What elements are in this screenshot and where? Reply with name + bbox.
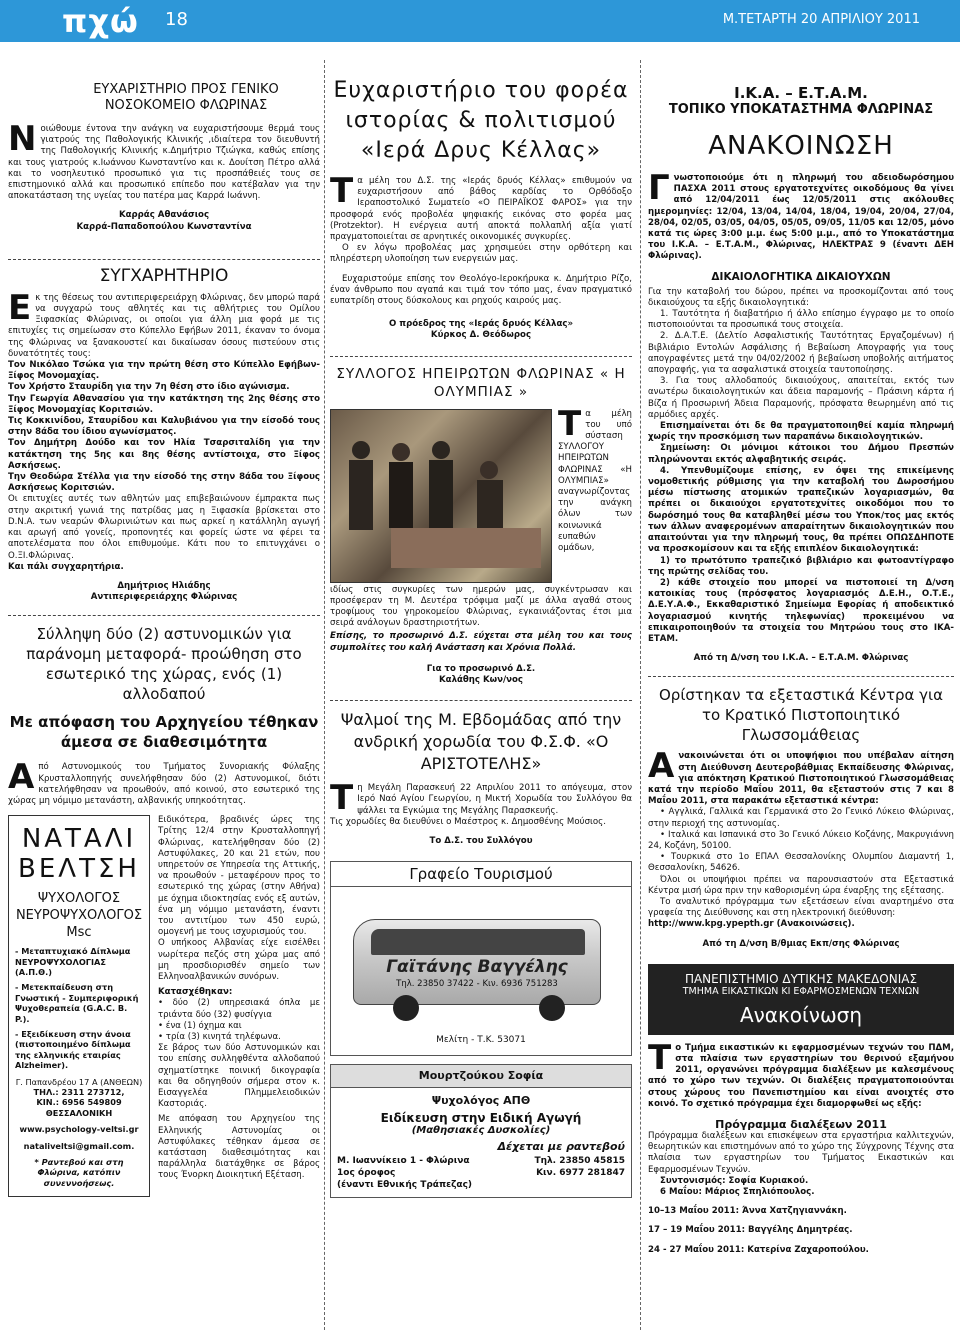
- olympias-side: [558, 403, 632, 555]
- drys-paragraph: Ο εν λόγω προβολέας μας χρησιμεύει στην ορθότερη και πληρέστερη υλοποίηση των ενεργειών μας.: [330, 243, 632, 265]
- congrats-close: Και πάλι συγχαρητήρια.: [8, 561, 124, 572]
- ad-name-first: ΝΑΤΑΛΙ: [21, 824, 137, 855]
- drys-text: α μέλη του Δ.Σ. της «Ιεράς δρυός Κέλλας» επιθυμούν να ευχαριστήσουν από βάθος καρδίας το Ορθόδοξο Ιεραποστολικό Σωματείο «Ο ΠΕΙΡΑΪΚΟΣ ΦΑΡΟΣ» για την προσφορά ενός προβολέα ψηφιακής εικόνας στο φορέα μας (Protzektor). Η ενέργεια αυτή αποκτά πολλαπλή αξία γιατί πραγματοποιείται σε αρνητικές οικονομικές συγκυρίες.: [330, 176, 632, 243]
- address-line: (έναντι Εθνικής Τράπεζας): [337, 1180, 473, 1191]
- uni-lecture: 17 – 19 Μαΐου 2011: Βαγγέλης Δημητρέας.: [648, 1225, 853, 1236]
- dropcap: Α: [8, 757, 35, 798]
- olympias-body: ιδίως στις συγκυρίες των ημερών μας, συγκέντρωσαν και προσέφεραν τη Μ. Δευτέρα τρόφιμα μαζί με άλλα αγαθά στους τροφίμους του γηροκομείου Φλώρινας, εγκαινιάζοντας έτσι μια σειρά ανάλογων δραστηριοτήτων.: [330, 584, 632, 629]
- travel-ad-phone: Τηλ. 23850 37422 - Κιν. 6936 751283: [396, 979, 558, 990]
- centers-item: • Τουρκικά στο 1ο ΕΠΑΛ Θεσσαλονίκης Ολυμπίου Διαμαντή 1, Θεσσαλονίκη, 54626.: [648, 852, 954, 874]
- ad-email[interactable]: nataliveltsi@gmail.com.: [23, 1140, 135, 1151]
- dropcap: Τ: [648, 1037, 672, 1078]
- uni-lecture: 24 - 27 Μαΐου 2011: Κατερίνα Ζαχαροπούλου.: [648, 1244, 869, 1255]
- arrest-body: [158, 815, 320, 1182]
- uni-lead-text: ο Τμήμα εικαστικών κι εφαρμοσμένων τεχνών του ΠΔΜ, στα πλαίσια των εργαστηρίων του θερινού εξαμήνου 2011, οργανώνει πρόγραμμα διαλέξεων με καλεσμένους από το χώρο των τεχνών. Οι διαλέξεις πραγματοποιούνται στους χώρους του Πανεπιστημίου και είναι ανοιχτές στο κοινό. Το σχετικό πρόγραμμα έχει διαμορφωθεί ως εξής:: [648, 1042, 954, 1109]
- arrest-lead-text: πό Αστυνομικούς του Τμήματος Συνοριακής Φύλαξης Κρυσταλλοπηγής συνελήφθησαν δύο (2) Αστυνομικοί, διότι κατελήφθησαν να προωθούν, από κοινού, στο εσωτερικό της χώρας μη νόμιμο μετανάστη, αλβανικής υπηκοότητας.: [8, 762, 320, 806]
- ad-note: * Ραντεβού και στη Φλώρινα, κατόπιν συνεννοήσεως.: [34, 1157, 124, 1188]
- phone-line: Τηλ. 23850 45815: [534, 1156, 625, 1167]
- psych-ad-role: Ψυχολόγος ΑΠΘ: [431, 1094, 531, 1108]
- congrats-outro: Οι επιτυχίες αυτές των αθλητών μας επιβεβαιώνουν έμπρακτα πως στην ακριτική γωνιά της πατρίδας μας η Ξιφασκία βρίσκεται στο D.N.A. των νεαρών Φλωρινιώτων και πως αρκεί η κατάλληλη αγωγή και αρωγή από γονείς, προπονητές και φορείς ώστε να φέρει τα αποτελέσματα που όλοι επιθυμούμε. Κάτι που το επιτυγχάνει ο Ο.ΞΙ.Φλώρινας.: [8, 494, 320, 561]
- ika-doc-item: 2. Δ.Α.Τ.Ε. (Δελτίο Ασφαλιστικής Ταυτότητας Εργαζομένων) ή Βιβλιάριο Εντολών Ασφάλισης ή Βεβαίωση Απογραφής για τους απογραφέντες μετά την 04/02/2002 ή βεβαίωση υποβολής αιτήματος απογραφής, για τα ασφαλιστικά στοιχεία ταυτοποίησης.: [648, 331, 954, 376]
- arrest-paragraph: Ο υπήκοος Αλβανίας είχε εισέλθει νωρίτερα πεζός στη χώρα μας από μη προσδιορισθέν σημείο των Ελληνοαλβανικών συνόρων.: [158, 938, 320, 982]
- psych-ad-appointment: Δέχεται με ραντεβού: [497, 1140, 625, 1154]
- congrats-item: Τις Κοκκινίδου, Σταυρίδου και Καλυβιάνου για την είσοδό τους στην 8άδα του ίδιου αγωνίσματος.: [8, 416, 320, 438]
- drys-signature-2: Κύρκος Δ. Θεόδωρος: [430, 330, 532, 341]
- thanks-signature-2: Καρρά-Παπαδοπούλου Κωνσταντίνα: [76, 221, 252, 232]
- psych-ad-spec-2: (Μαθησιακές Δυσκολίες): [411, 1125, 551, 1137]
- arrest-lead: [8, 757, 320, 807]
- ad-role-1: ΨΥΧΟΛΟΓΟΣ: [37, 891, 121, 907]
- thanks-text: οιώθουμε έντονα την ανάγκη να ευχαριστήσουμε θερμά τους γιατρούς της Παθολογικής Κλινικής ,ιδιαίτερα τον διευθυντή της Παθολογικής Κλινικής κ.Δημήτριο Τζιώγκα, καθώς επίσης και τους γιατρούς κ.Ιωάννου Κωνσταντίνο και κ. Δουίτση Πέτρο αλλά και το νοσηλευτικό προσωπικό για τις προσπάθειές τους σε επιστημονικό αλλά και προσωπικό επίπεδο που κατέβαλαν για την αποκατάσταση της υγείας του πατέρα μας Καρρά Ιωάννη.: [8, 124, 320, 202]
- column-right: [648, 60, 954, 1330]
- arrest-paragraph: Ειδικότερα, βραδινές ώρες της Τρίτης 12/4 στην Κρυσταλλοπηγή Φλώρινας, κατελήφθησαν δύο (2) Αστυφύλακες, 20 και 21 ετών, που υπηρετούν σε Υπηρεσία της Αττικής, να προωθούν - μεταφέρουν προς το εσωτερικό της χώρας (στην Αθήνα) με όχημα ιδιοκτησίας ενός εξ αυτών, ένα μη νόμιμο μετανάστη, έναντι του αντιτίμου των 450 ευρώ, ομογενή με τους ισχυρισμούς του.: [158, 815, 320, 938]
- bus-illustration: [331, 887, 631, 1055]
- wheel-icon: [393, 995, 419, 1021]
- ika-docs-title: ΔΙΚΑΙΟΛΟΓΗΤΙΚΑ ΔΙΚΑΙΟΥΧΩΝ: [711, 270, 891, 283]
- uni-lead: [648, 1037, 954, 1110]
- olympias-side-text: α μέλη του υπό σύσταση ΣΥΛΛΟΓΟΥ ΗΠΕΙΡΩΤΩΝ ΦΛΩΡΙΝΑΣ «Η ΟΛΥΜΠΙΑΣ» αναγνωρίζοντας την ανάγκη όλων των κοινωνικά ευπαθών ομάδων,: [558, 408, 632, 554]
- thanks-signature-1: Καρράς Αθανάσιος: [118, 210, 210, 221]
- ika-extra-item: 1) το πρωτότυπο τραπεζικό βιβλιάριο και φωτοαντίγραφο της πρώτης σελίδας του.: [648, 555, 954, 577]
- centers-paragraph: Όλοι οι υποψήφιοι πρέπει να παρουσιαστούν στα Εξεταστικά Κέντρα μισή ώρα πριν την καθορισμένη ώρα έναρξης της εξέτασης.: [648, 874, 954, 896]
- olympias-wish: Επίσης, το προσωρινό Δ.Σ. εύχεται στα μέλη του και τους συμπολίτες του καλή Ανάσταση και Χρόνια Πολλά.: [330, 631, 632, 653]
- congrats-item: Τον Νικόλαο Τσώκα για την πρώτη θέση στο Κύπελλο Εφήβων-Ξίφος Μονομαχίας.: [8, 360, 320, 382]
- olympias-title: ΣΥΛΛΟΓΟΣ ΗΠΕΙΡΩΤΩΝ ΦΛΩΡΙΝΑΣ « Η ΟΛΥΜΠΙΑΣ »: [336, 365, 626, 400]
- psalms-body: [330, 778, 632, 819]
- ika-org: Ι.Κ.Α. – Ε.Τ.Α.Μ.: [734, 84, 868, 102]
- psych-ad-contact: [534, 1155, 625, 1191]
- ad-phone: ΤΗΛ.: 2311 273712,: [33, 1087, 125, 1097]
- ad-item: - Μετεκπαίδευση στη Γνωστική - Συμπεριφορική Ψυχοθεραπεία (G.A.C. B. P.).: [15, 982, 139, 1024]
- psalms-title: Ψαλμοί της Μ. Εβδομάδας από την ανδρική χορωδία του Φ.Σ.Φ. «Ο ΑΡΙΣΤΟΤΕΛΗΣ»: [340, 710, 622, 774]
- ika-note: 4. Υπενθυμίζουμε επίσης, εν όψει της επικείμενης νομοθετικής ρύθμισης για την καταβολή του Δωροσήμου μέσω πίστωσης ατομικών τραπεζικών λογαριασμών, θα πρέπει οι δικαιούχοι εργατοτεχνίτες οικοδόμοι που το δωρόσημό τους θα καταβληθεί μέσω του Υποκ/τος μας εκτός των άλλων αναφερομένων απαραίτητων δικαιολογητικών που απαιτούνται για την πληρωμή τους, θα πρέπει ΟΠΩΣΔΗΠΟΤΕ να προσκομίσουν και τα εξής επιπλέον δικαιολογητικά:: [648, 465, 954, 555]
- centers-lead: [648, 746, 954, 807]
- address-line: Μ. Ιωαννίκειο 1 - Φλώρινα: [337, 1156, 470, 1167]
- congrats-text: κ της θέσεως του αντιπεριφερειάρχη Φλώρινας, δεν μπορώ παρά να συγχαρώ τους αθλητές και τις αθλήτριες του Ομίλου Ξιφασκίας Φλώρινας, οι οποίοι για άλλη μια φορά με τις επιτυχίες τις σημείωσαν στο Κύπελλο Εφήβων 2011, έκαναν το όνομα της Φλώρινας να ξανακουστεί και δικαίωσαν όσους πιστεύουν στις δυνατότητές τους:: [8, 292, 320, 359]
- divider: [648, 676, 954, 677]
- ad-item: - Μεταπτυχιακό Δίπλωμα ΝΕΥΡΟΨΥΧΟΛΟΓΙΑΣ (Α.Π.Θ.): [15, 946, 131, 977]
- ika-lead: [648, 168, 954, 263]
- column-divider: [324, 60, 325, 1330]
- ad-name-last: ΒΕΛΤΣΗ: [18, 854, 140, 885]
- congrats-title: ΣΥΓΧΑΡΗΤΗΡΙΟ: [99, 265, 229, 286]
- ika-note: Σημείωση: Οι μόνιμοι κάτοικοι του Δήμου Πρεσπών πληρώνονται εκτός αλφαβητικής σειράς.: [648, 443, 954, 465]
- ika-title: ΑΝΑΚΟΙΝΩΣΗ: [708, 131, 894, 161]
- ad-and-article: [8, 815, 320, 1285]
- uni-coordinator: Συντονισμός: Σοφία Κυριακού.: [660, 1175, 809, 1186]
- congrats-signature-1: Δημήτριος Ηλιάδης: [117, 580, 211, 591]
- congrats-item: Την Θεοδώρα Στέλλα για την είσοδό της στην 8άδα του Ξίφους Ασκήσεως Κοριτσιών.: [8, 472, 320, 494]
- page-header: [0, 0, 960, 42]
- ika-doc-item: 3. Για τους αλλοδαπούς δικαιούχους, απαιτείται, εκτός των ανωτέρω δικαιολογητικών και άδεια παραμονής – Πράσινη κάρτα ή Βίζα ή Προσωρινή Άδεια Παραμονής, πρόσφατα θεωρημένη από τις αρμόδιες αρχές.: [648, 376, 954, 420]
- dropcap: Τ: [330, 171, 354, 211]
- congrats-signature-2: Αντιπεριφερειάρχης Φλώρινας: [90, 592, 238, 603]
- psych-ad-name: Μουρτζούκου Σοφία: [331, 1065, 631, 1088]
- uni-title: Ανακοίνωση: [739, 1002, 863, 1027]
- psalms-text: η Μεγάλη Παρασκευή 22 Απριλίου 2011 το απόγευμα, στον Ιερό Ναό Αγίου Γεωργίου, η Μικτή Χορωδία του Συλλόγου θα ψάλλει τα Εγκώμια της Μεγάλης Παρασκευής.: [357, 783, 632, 816]
- centers-url[interactable]: http://www.kpg.ypepth.gr (Ανακοινώσεις).: [648, 919, 855, 930]
- university-box: [648, 964, 954, 1035]
- psychologist-ad: [8, 815, 150, 1197]
- travel-ad-name: Γαϊτάνης Βαγγέλης: [386, 957, 568, 978]
- dropcap: Τ: [558, 403, 582, 444]
- seized-item: • δύο (2) υπηρεσιακά όπλα με τριάντα δύο (32) φυσίγγια: [158, 998, 320, 1020]
- centers-paragraph: Το αναλυτικό πρόγραμμα των εξετάσεων είναι αναρτημένο στα γραφεία της Διεύθυνσης και στη ηλεκτρονική διεύθυνση:: [648, 896, 954, 919]
- centers-lead-text: νακοινώνεται ότι οι υποψήφιοι που υπέβαλαν αίτηση στη Διεύθυνση Δευτεροβάθμιας Εκπαίδευσης Φλώρινας, για απόκτηση Κρατικού Πιστοποιητικού Γλωσσομάθειας κατά την περίοδο Μαΐου 2011, θα εξεταστούν στις 7 και 8 Μαΐου 2011, στα παρακάτω εξεταστικά κέντρα:: [648, 751, 954, 807]
- newspaper-logo: πχώ: [62, 2, 139, 40]
- uni-lecture: 10–13 Μαΐου 2011: Άννα Χατζηγιαννάκη.: [648, 1206, 847, 1217]
- congrats-item: Την Γεωργία Αθανασίου για την κατάκτηση της 2ης θέσης στο Ξίφος Μονομαχίας Κοριτσιών.: [8, 393, 320, 415]
- uni-programme-intro: Πρόγραμμα διαλέξεων και επισκέψεων στα εργαστήρια καλλιτεχνών, θεωρητικών και επιστημόνων από το χώρο της Σύγχρονης Τέχνης στα πλαίσια των εργαστηρίων του Τμήματος Εικαστικών και Εφαρμοσμένων Τεχνών.: [648, 1131, 954, 1175]
- arrest-subtitle: Με απόφαση του Αρχηγείου τέθηκαν άμεσα σε διαθεσιμότητα: [9, 713, 319, 752]
- ika-branch: ΤΟΠΙΚΟ ΥΠΟΚΑΤΑΣΤΗΜΑ ΦΛΩΡΙΝΑΣ: [668, 102, 934, 117]
- seized-title: Κατασχέθηκαν:: [158, 987, 233, 998]
- psalms-body-2: Τις χορωδίες θα διευθύνει ο Μαέστρος κ. Δημοσθένης Μούσιος.: [330, 816, 606, 827]
- travel-agency-ad: [330, 861, 632, 1056]
- congrats-item: Τον Δημήτρη Δούδο και τον Ηλία Τσαρσιταλίδη για την κατάκτηση της 5ης και 8ης θέσης αντίστοιχα, στο Ξίφος Ασκήσεως.: [8, 438, 320, 471]
- address-line: 1ος όροφος: [337, 1168, 396, 1179]
- psych-ad-address: [337, 1155, 472, 1191]
- divider: [8, 615, 320, 616]
- centers-title: Ορίστηκαν τα εξεταστικά Κέντρα για το Κρατικό Πιστοποιητικό Γλωσσομάθειας: [659, 686, 943, 745]
- uni-programme-title: Πρόγραμμα διαλέξεων 2011: [715, 1118, 887, 1131]
- ika-docs-intro: Για την καταβολή του δώρου, πρέπει να προσκομίζονται από τους δικαιούχους τα εξής δικαιολογητικά:: [648, 286, 954, 308]
- centers-item: • Ιταλικά και Ισπανικά στο 3ο Γενικό Λύκειο Κοζάνης, Μακρυγιάννη 24, Κοζάνη, 50100.: [648, 829, 954, 851]
- page-number: 18: [165, 9, 188, 30]
- ika-signature: Από τη Δ/νση του Ι.Κ.Α. – Ε.Τ.Α.Μ. Φλώρινας: [693, 653, 909, 664]
- psych-ad-spec: Ειδίκευση στην Ειδική Αγωγή: [380, 1111, 582, 1126]
- centers-signature: Από τη Δ/νση Β/θμιας Εκπ/σης Φλώρινας: [702, 938, 900, 949]
- uni-name: ΠΑΝΕΠΙΣΤΗΜΙΟ ΔΥΤΙΚΗΣ ΜΑΚΕΔΟΝΙΑΣ: [684, 971, 918, 986]
- thanks-article: [8, 82, 320, 114]
- wheel-icon: [539, 995, 565, 1021]
- drys-signature-1: Ο πρόεδρος της «Ιεράς δρυός Κέλλας»: [388, 319, 574, 330]
- congrats-body: [8, 287, 320, 360]
- divider: [330, 356, 632, 357]
- drys-body: [330, 171, 632, 243]
- congrats-item: Τον Χρήστο Σταυρίδη για την 7η θέση στο ίδιο αγώνισμα.: [8, 382, 290, 393]
- olympias-signature-1: Για το προσωρινό Δ.Σ.: [426, 663, 536, 674]
- ad-degree: Msc: [66, 925, 92, 941]
- seized-item: • ένα (1) όχημα και: [158, 1020, 242, 1031]
- drys-title: Ευχαριστήριο του φορέα ιστορίας & πολιτισμού «Ιερά Δρυς Κέλλας»: [333, 78, 629, 163]
- travel-ad-address: Μελίτη - Τ.Κ. 53071: [436, 1035, 526, 1046]
- group-photo-icon: [331, 410, 553, 584]
- psalms-signature: Το Δ.Σ. του Συλλόγου: [429, 836, 533, 847]
- arrest-paragraph: Με απόφαση του Αρχηγείου της Ελληνικής Αστυνομίας οι Αστυφύλακες τέθηκαν άμεσα σε κατάσταση διαθεσιμότητας και παράλληλα διατάχθηκε σε βάρος τους Ένορκη Διοικητική Εξέταση.: [158, 1114, 320, 1181]
- mobile-line: Κιν. 6977 281847: [536, 1168, 625, 1179]
- travel-ad-title: Γραφείο Τουρισμού: [331, 862, 631, 887]
- column-divider: [640, 60, 641, 1330]
- ika-lead-text: νωστοποιούμε ότι η πληρωμή του αδειοδωρόσημου ΠΑΣΧΑ 2011 στους εργατοτεχνίτες οικοδόμους θα γίνει από 12/04/2011 έως 12/05/2011 στις ακόλουθες ημερομηνίες: 12/04, 13/04, 14/04, 18/04, 19/04, 20/04, 27/04, 28/04, 02/05, 03/05, 04/05, 05/05, 09/05, 11/05 και 12/05, μόνο κατά τις ώρες 3:00 μ.μ. έως 5:00 μ.μ., από το Υποκατάστημα του Ι.Κ.Α. – Ε.Τ.Α.Μ., Φλώρινας, ΗΛΕΚΤΡΑΣ 9 (έναντι ΔΕΗ Φλώρινας).: [648, 173, 954, 262]
- ad-role-2: ΝΕΥΡΟΨΥΧΟΛΟΓΟΣ: [15, 908, 143, 924]
- ad-address: Γ. Παπανδρέου 17 Α (ΑΝΘΕΩΝ): [15, 1076, 143, 1087]
- dropcap: Τ: [330, 778, 354, 819]
- dropcap: Ε: [8, 287, 32, 328]
- dropcap: Α: [648, 746, 675, 787]
- thanks-body: [8, 119, 320, 202]
- centers-item: • Αγγλικά, Γαλλικά και Γερμανικά στο 2ο Γενικό Λύκειο Φλώρινας, στην περιοχή της αστυνομίας.: [648, 807, 954, 829]
- ika-doc-item: 1. Ταυτότητα ή διαβατήριο ή άλλο επίσημο έγγραφο με το οποίο πιστοποιούνται τα προσωπικά τους στοιχεία.: [648, 309, 954, 331]
- ad-city: ΘΕΣΣΑΛΟΝΙΚΗ: [45, 1107, 113, 1118]
- seized-item: • τρία (3) κινητά τηλέφωνα.: [158, 1031, 281, 1042]
- issue-date: Μ.ΤΕΤΑΡΤΗ 20 ΑΠΡΙΛΙΟΥ 2011: [722, 12, 920, 27]
- arrest-paragraph: Σε βάρος των δύο Αστυνομικών και του επίσης συλληφθέντα αλλοδαπού σχηματίστηκε ποινική δικογραφία και θα οδηγηθούν σήμερα στον κ. Εισαγγελέα Πλημμελειοδικών Καστοριάς.: [158, 1043, 320, 1110]
- ika-extra-item: 2) κάθε στοιχείο που μπορεί να πιστοποιεί τη Δ/νση κατοικίας τους (πρόσφατος λογαριασμός Δ.Ε.Η., Ο.Τ.Ε., Δ.Ε.Υ.Α.Φ., Εκκαθαριστικό Σημείωμα Εφορίας ή αποδεικτικό λογαριασμού κινητής τηλεφωνίας) προκειμένου να επικαιροποιηθούν τα στοιχεία του Μητρώου τους στο ΙΚΑ-ΕΤΑΜ.: [648, 577, 954, 644]
- psychologist-ad-2: [330, 1064, 632, 1198]
- olympias-signature-2: Καλάθης Κων/νος: [439, 675, 523, 686]
- column-left: [8, 60, 320, 1330]
- column-middle: [330, 60, 632, 1330]
- ika-note: Επισημαίνεται ότι δε θα πραγματοποιηθεί καμία πληρωμή χωρίς την προσκόμιση των παραπάνω δικαιολογητικών.: [648, 421, 954, 443]
- thanks-title: ΕΥΧΑΡΙΣΤΗΡΙΟ ΠΡΟΣ ΓΕΝΙΚΟ ΝΟΣΟΚΟΜΕΙΟ ΦΛΩΡΙΝΑΣ: [93, 82, 279, 113]
- ad-mobile: ΚΙΝ.: 6956 549809: [36, 1097, 122, 1108]
- divider: [8, 259, 320, 260]
- ad-item: - Εξειδίκευση στην άνοια (πιστοποιημένο δίπλωμα της ελληνικής εταιρίας Alzheimer).: [15, 1028, 131, 1071]
- olympias-photo: [330, 409, 552, 583]
- ad-website[interactable]: www.psychology-veltsi.gr: [19, 1124, 139, 1135]
- dropcap: Γ: [648, 168, 670, 208]
- uni-dept: ΤΜΗΜΑ ΕΙΚΑΣΤΙΚΩΝ ΚΙ ΕΦΑΡΜΟΣΜΕΝΩΝ ΤΕΧΝΩΝ: [682, 985, 920, 997]
- bus-window: [371, 929, 585, 955]
- olympias-photo-block: [330, 403, 632, 585]
- drys-paragraph: Ευχαριστούμε επίσης τον Θεολόγο-Ιεροκήρυκα κ. Δημήτριο Ρίζο, έναν άνθρωπο που αγαπά και τιμά τον τόπο μας, έναν πραγματικό ευπατρίδη στους δύσκολους και ρηχούς καιρούς μας.: [330, 273, 632, 307]
- divider: [330, 700, 632, 701]
- arrest-title: Σύλληψη δύο (2) αστυνομικών για παράνομη μεταφορά- προώθηση στο εσωτερικό της χώρας, ενός (1) αλλοδαπού: [26, 625, 302, 704]
- uni-lecture: 6 Μαΐου: Μάριος Σπηλιόπουλος.: [660, 1187, 815, 1198]
- dropcap: Ν: [8, 119, 37, 159]
